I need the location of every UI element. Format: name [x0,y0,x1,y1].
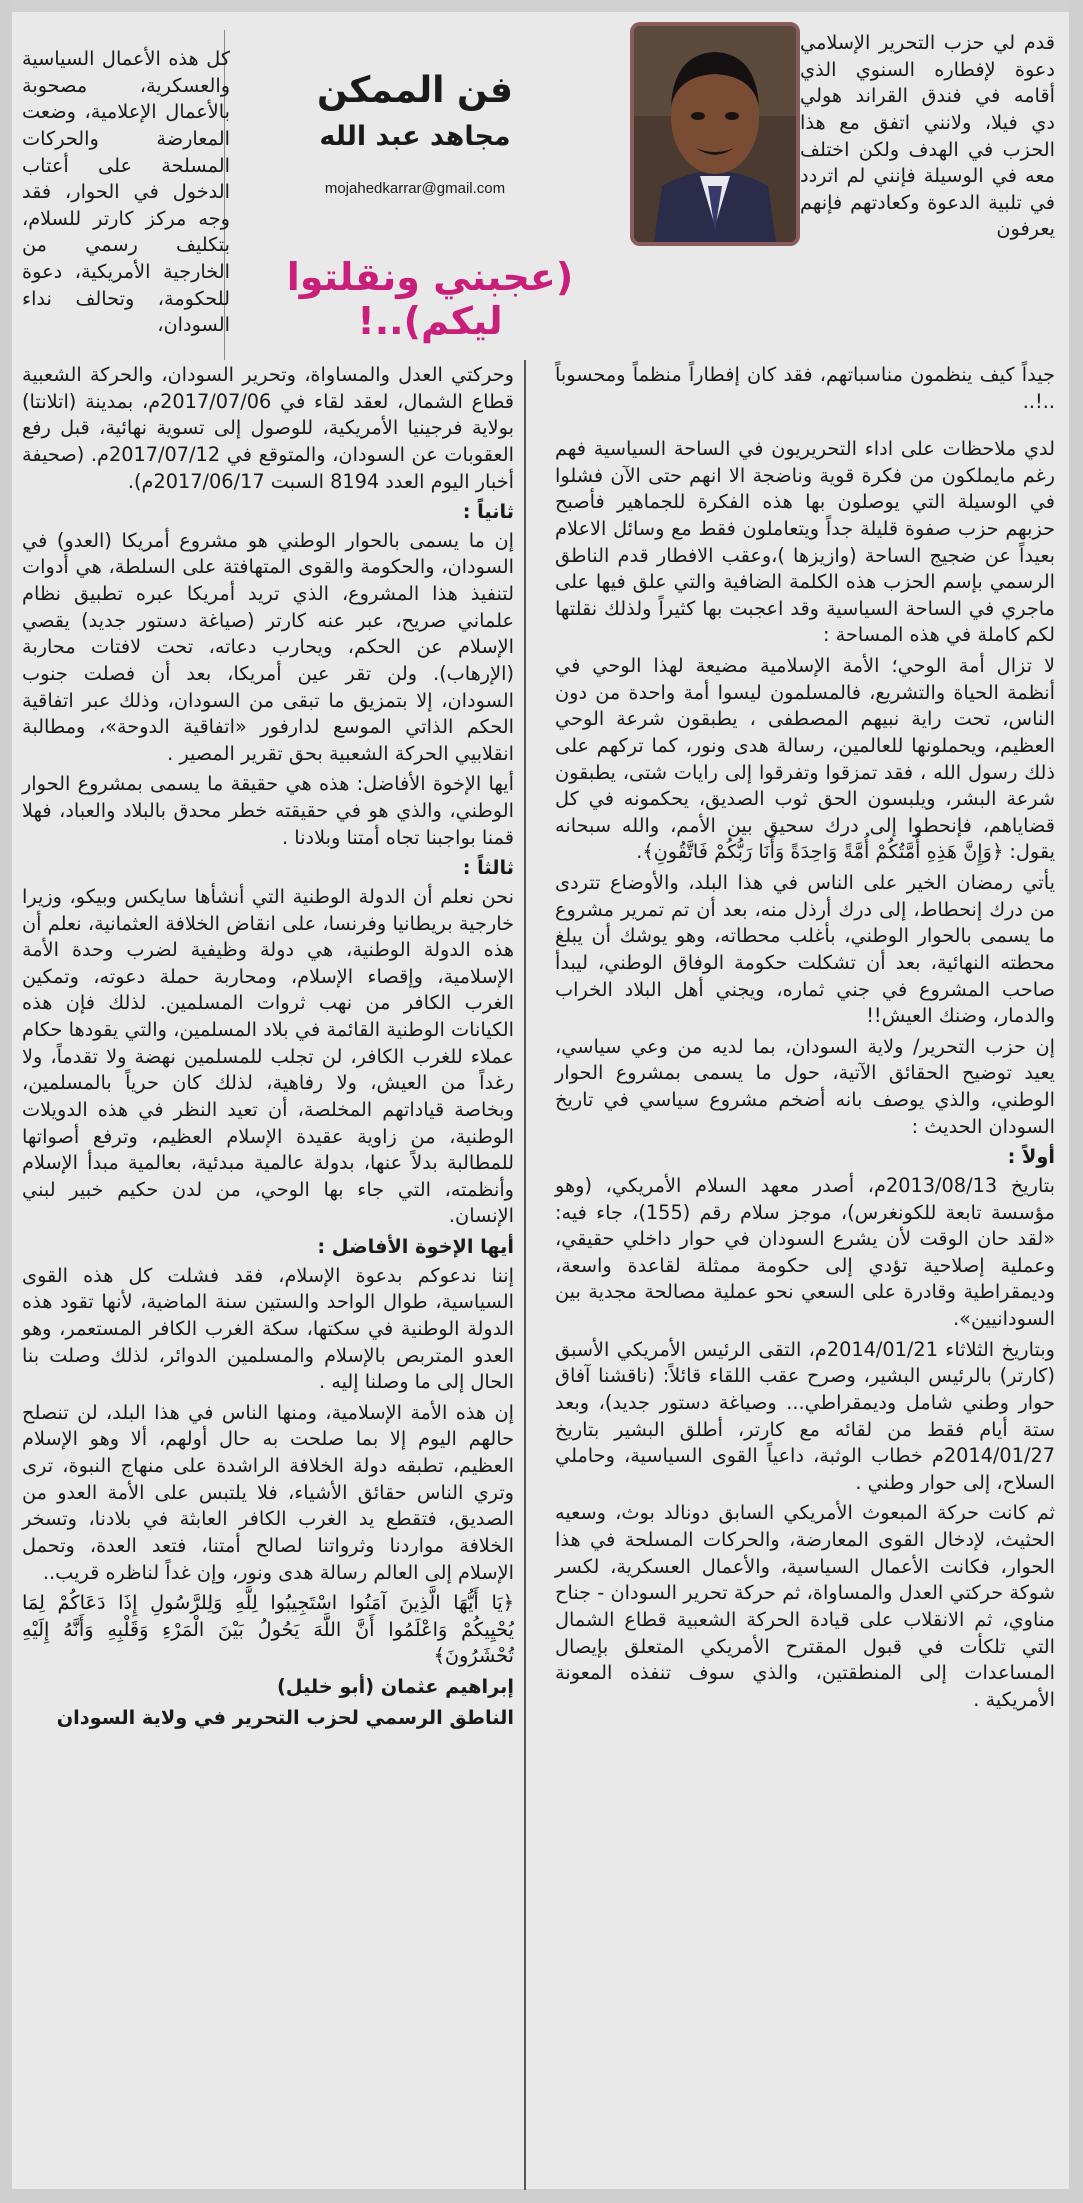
scan-border-right [1069,0,1083,2203]
intro-paragraph: قدم لي حزب التحرير الإسلامي دعوة لإفطاره السنوي الذي أقامه في فندق القراند هولي دي فيلا، ولانني اتفق مع هذا الحزب في الهدف ولكن اختلف معه في الوسيلة فإنني لم اتردد في تلبية الدعوة وكعادتهم فإنهم يعرفون [800,31,1055,241]
upper-left-paragraph: كل هذه الأعمال السياسية والعسكرية، مصحوبة بالأعمال الإعلامية، وضعت المعارضة والحركات المسلحة على أعتاب الدخول في الحوار، فقد وجه مركز كارتر للسلام، بتكليف رسمي من الخارجية الأمريكية، دعوة للحكومة، وتحالف نداء السودان، [22,47,230,337]
author-email: mojahedkarrar@gmail.com [324,180,506,197]
section-label-second: ثانياً : [462,500,514,524]
scan-border-bottom [0,2189,1083,2203]
column-divider [524,360,526,2190]
right-column [555,436,1055,1717]
signature-title: الناطق الرسمي لحزب التحرير في ولاية السودان [56,1705,514,1729]
left-paragraph: نحن نعلم أن الدولة الوطنية التي أنشأها سايكس وبيكو، وزيرا خارجية بريطانيا وفرنسا، على انقاض الخلافة العثمانية، نعلم أن هذه الدولة الوطنية، هي دولة وظيفية لضرب وحدة الأمة الإسلامية، وإقصاء الإسلام، ومحاربة حملة دعوته، وتمكين الغرب الكافر من نهب ثروات المسلمين. لذلك فإن هذه الكيانات الوطنية القائمة في بلاد المسلمين، والتي يقودها حكام عملاء للغرب الكافر، لن تجلب للمسلمين نهضة ولا تقدماً، ولا رغداً من العيش، ولا رفاهية، لذلك كان حرياً بالمسلمين، وبخاصة قياداتهم المخلصة، أن تعيد النظر في هذه الدويلات الوطنية، من زاوية عقيدة الإسلام العظيم، وترفع أصواتها للمطالبة بدلاً عنها، بدولة عالمية مبدئية، بعالمية مبدأ الإسلام وأنظمته، التي جاء بها الوحي، من لدن حكيم خبير لبني الإنسان. [22,884,514,1228]
right-paragraph: وبتاريخ الثلاثاء 2014/01/21م، التقى الرئيس الأمريكي الأسبق (كارتر) بالرئيس البشير، وصرح عقب اللقاء قائلاً: (ناقشنا آفاق حوار وطني شامل وديمقراطي... وصياغة دستور جديد)، وبعد ستة أيام فقط من لقائه مع كارتر، أطلق البشير بتاريخ 2014/01/27م خطاب الوثبة، داعياً القوى السياسية، وحاملي السلاح، إلى حوار وطني . [555,1337,1055,1494]
column-header [250,22,580,242]
scan-border-left [0,0,12,2203]
article-headline: (عجبني ونقلتوا ليكم)..! [286,255,574,343]
quran-verse: ﴿يَا أَيُّهَا الَّذِينَ آمَنُوا اسْتَجِيبُوا لِلَّهِ وَلِلرَّسُولِ إِذَا دَعَاكُمْ لِمَا يُحْيِيكُمْ وَاعْلَمُوا أَنَّ اللَّهَ يَحُولُ بَيْنَ الْمَرْءِ وَقَلْبِهِ وَأَنَّهُ إِلَيْهِ تُحْشَرُونَ﴾ [22,1591,514,1668]
intro-tail-text [555,362,1055,419]
author-name: مجاهد عبد الله [319,121,511,152]
right-paragraph: إن حزب التحرير/ ولاية السودان، بما لديه من وعي سياسي، يعيد توضيح الحقائق الآتية، حول ما يسمى بمشروع الحوار الوطني، والذي يوصف بانه أضخم مشروع سياسي في تاريخ السودان الحديث : [555,1034,1055,1138]
scan-border-top [0,0,1083,12]
intro-text [800,30,1055,247]
right-paragraph: لا تزال أمة الوحي؛ الأمة الإسلامية مضيعة لهذا الوحي في أنظمة الحياة والتشريع، فالمسلمون ليسوا أمة واحدة من دون الناس، تحت راية نبيهم المصطفى ، يطبقون شرعة الوحي العظيم، ويحملونها للعالمين، رسالة هدى ونور، كما تركهم على ذلك رسول الله ، فقد تمزقوا وتفرقوا إلى رايات شتى، يطبقون شرعة البشر، ويلبسون الحق ثوب الصديق، يحكمونه في كل قضاياهم، فإنحطوا إلى درك سحيق بين الأمم، والله سبحانه يقول: ﴿وَإِنَّ هَذِهِ أُمَّتُكُمْ أُمَّةً وَاحِدَةً وَأَنَا رَبُّكُمْ فَاتَّقُونِ﴾. [555,654,1055,864]
section-label-third: ثالثاً : [462,856,514,880]
upper-left-text [22,46,230,343]
address-label: أيها الإخوة الأفاضل : [317,1235,514,1258]
right-paragraph: لدي ملاحظات على اداء التحريريون في الساحة السياسية فهم رغم مايملكون من فكرة قوية وناضجة الا انهم حتى الآن فشلوا في الوسيلة التي يوصلون بها هذه الفكرة للجماهير فأصبح حزبهم حزب صفوة قليلة جداً ويتعاملون فقط مع وسائل الاعلام بعيداً عن ضجيج الساحة (وازيزها )،وعقب الافطار قدم الناطق الرسمي بإسم الحزب هذه الكلمة الضافية والتي علق فيها على ماجري في الساحة السياسية وقد اعجبت بها كثيراً ولذلك نقلتها لكم كاملة في هذه المساحة : [555,437,1055,647]
right-paragraph: بتاريخ 2013/08/13م، أصدر معهد السلام الأمريكي، (وهو مؤسسة تابعة للكونغرس)، موجز سلام رقم (155)، جاء فيه: «لقد حان الوقت لأن يشرع السودان في حوار داخلي حقيقي، وعملية إصلاحية تؤدي إلى حكومة ممثلة لقاعدة واسعة، وديمقراطية وقادرة على السعي نحو عملية مصالحة مجدية بين السودانيين». [555,1173,1055,1330]
left-paragraph: إن هذه الأمة الإسلامية، ومنها الناس في هذا البلد، لن تنصلح حالهم اليوم إلا بما صلحت به حال أولهم، ألا وهو الإسلام العظيم، تطبقه دولة الخلافة الراشدة على منهاج النبوة، ترى وتري الناس حقائق الأشياء، فلا يلتبس على الأمة العدو من الصديق، فتقطع يد الغرب الكافر العابثة في بلادنا، وتسخر الخلافة مواردنا وثرواتنا لصالح أمتنا، فتعد العدة، وتحمل الإسلام إلى العالم رسالة هدى ونور، وإن غداً لناظره قريب.. [22,1400,514,1584]
right-paragraph: ثم كانت حركة المبعوث الأمريكي السابق دونالد بوث، وسعيه الحثيث، لإدخال القوى المعارضة، والحركات المسلحة في هذا الحوار، فكانت الأعمال السياسية، والأعمال العسكرية، لكسر شوكة حركتي العدل والمساواة، ثم حركة تحرير السودان - جناح مناوي، ثم الانقلاب على قيادة الحركة الشعبية قطاع الشمال التي تلكأت في قبول المقترح الأمريكي المتعلق بإيصال المساعدات إلى المنطقتين، والذي سوف تنفذه المعونة الأمريكية . [555,1501,1055,1711]
left-paragraph: إن ما يسمى بالحوار الوطني هو مشروع أمريكا (العدو) في السودان، والحكومة والقوى المتهافتة على السلطة، هي أدوات لتنفيذ هذا المشروع، الذي تريد أمريكا عبره تطبيق نظام علماني صريح، عبر عنه كارتر (صياغة دستور جديد) يقصي الإسلام عن الحكم، ويحارب دعاته، تحت لافتات محاربة (الإرهاب). ولن تقر عين أمريكا، بعد أن فصلت جنوب السودان، إلا بتمزيق ما تبقى من السودان، وذلك عبر اتفاقية الحكم الذاتي الموسع لدارفور «اتفاقية الدوحة»، ومطالبة انقلابيي الحركة الشعبية بحق تقرير المصير . [22,528,514,765]
left-column [22,362,514,1735]
column-name: فن الممكن [317,70,513,111]
author-portrait-image [634,26,796,242]
left-paragraph: إننا ندعوكم بدعوة الإسلام، فقد فشلت كل هذه القوى السياسية، طوال الواحد والستين سنة الماضية، لأنها تقود هذه الدولة الوطنية في سكتها، سكة الغرب الكافر المستعمر، وهو العدو المتربص بالإسلام والمسلمين الدوائر، لذلك وصلت بنا الحال إلى ما وصلنا إليه . [22,1263,514,1394]
intro-tail-paragraph: جيداً كيف ينظمون مناسباتهم، فقد كان إفطاراً منظماً ومحسوباً ..!.. [555,363,1055,413]
author-photo [630,22,800,246]
section-label-first: أولاً : [1007,1145,1055,1169]
signature-name: إبراهيم عثمان (أبو خليل) [276,1675,514,1698]
right-paragraph: يأتي رمضان الخير على الناس في هذا البلد، والأوضاع تتردى من درك إنحطاط، إلى درك أرذل منه، بعد أن تم تمرير مشروع ما يسمى بالحوار الوطني، بأغلب محطاته، وهو يوشك أن يبلغ محطته النهائية، بعد أن تشكلت حكومة الوفاق الوطني، ليبدأ صاحب المشروع في جني ثماره، ويجني أهل البلاد الخراب والدمار، وضنك العيش!! [555,871,1055,1028]
left-paragraph: أيها الإخوة الأفاضل: هذه هي حقيقة ما يسمى بمشروع الحوار الوطني، والذي هو في حقيقته خطر محدق بالبلاد والعباد، فهلا قمنا بواجبنا تجاه أمتنا وبلادنا . [22,772,514,849]
left-paragraph: وحركتي العدل والمساواة، وتحرير السودان، والحركة الشعبية قطاع الشمال، لعقد لقاء في 2017/07/06م، بمدينة (اتلانتا) بولاية فرجينيا الأمريكية، للوصول إلى تسوية نهائية، قبل رفع العقوبات عن السودان، والمتوقع في 2017/07/12م. (صحيفة أخبار اليوم العدد 8194 السبت 2017/06/17م). [22,363,515,493]
